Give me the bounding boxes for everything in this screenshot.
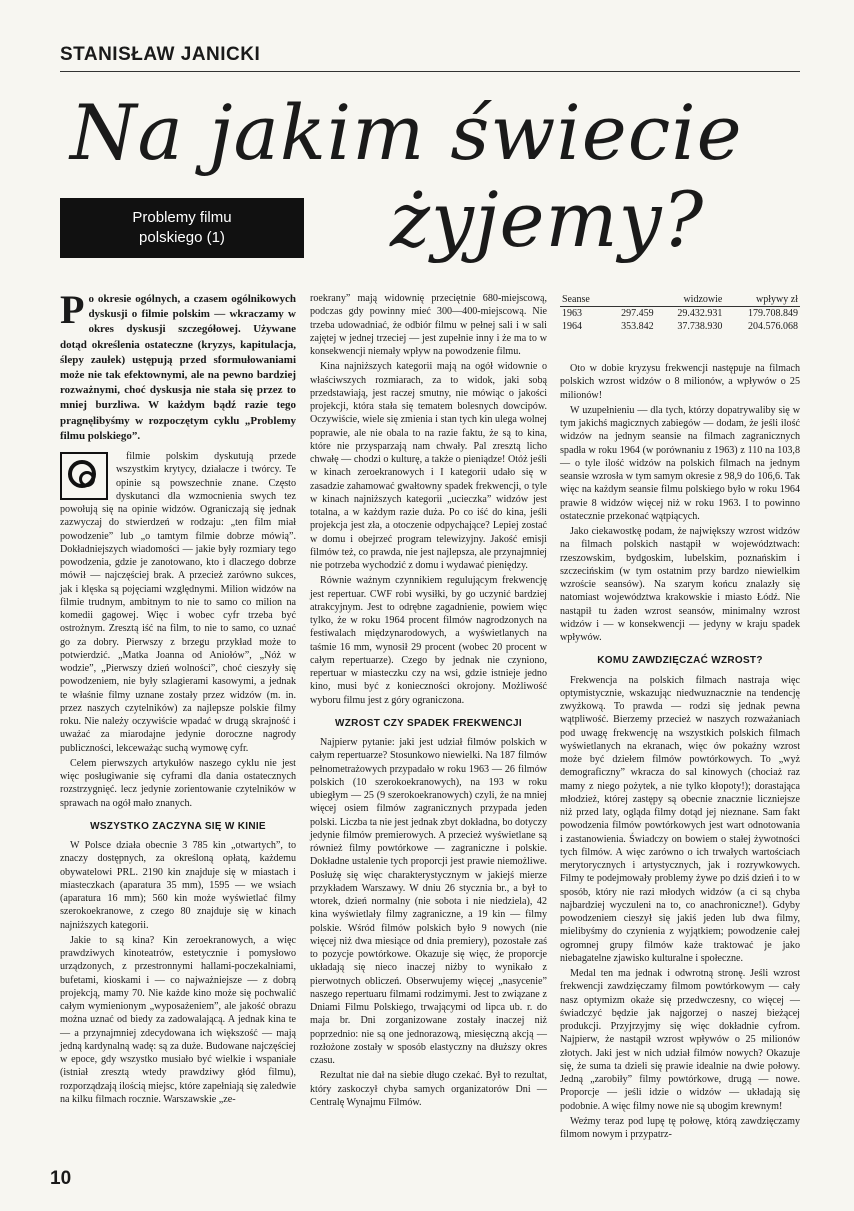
body-paragraph: Najpierw pytanie: jaki jest udział filmów polskich w całym repertuarze? Stosunkowo niewielki. Na 187 filmów pełnometrażowych przypadało w roku 1963 — 26 filmów polskich (10 szerokoekranowych), na 193 w roku ubiegłym — 25 (9 szerokoekranowych) czyli, że na mniej więcej osiem filmów zagranicznych przypada jeden polski. Liczba ta nie jest jednak zbyt dokładna, bo dotyczy jedynie filmów premierowych. A przecież wyświetlane są również filmy powtórkowe — zagraniczne i polskie. Dokładne ustalenie tych proporcji jest prawie niemożliwe. Posłużę się więc charakterystycznym w jakiejś mierze przykładem Warszawy. W dniu 26 stycznia br., a był to wtorek, dzień normalny (nie sobota i nie niedziela), 42 kina wyświetlały filmy zagraniczne, a 19 kin — filmy polskie. Wśród filmów polskich było 9 nowych (nie więcej niż dwa miesiące od dnia premiery), pozostałe zaś to pozycje powtórkowe. Okazuje się więc, że proporcje układają się nieco inaczej niżby to wynikało z pierwotnych obliczeń. Obserwujemy więcej „nasycenie” naszego repertuaru filmami rodzimymi. Jest to związane z Dniami Filmu Polskiego, trwającymi od lipca ub. r. do maja br. Dni zorganizowane zostały inaczej niż poprzednio: nie są one jednorazową, miesięczną akcją — rozłożone zostały w sposób elastyczny na dłuższy okres czasu. [310, 737, 547, 1066]
top-rule [60, 71, 800, 72]
table-cell: 29.432.931 [677, 308, 723, 319]
body-paragraph: Jakie to są kina? Kin zeroekranowych, a więc prawdziwych kinoteatrów, estetycznie i pomysłowo urządzonych, z przestronnymi hallami-poczekalniami, bufetami, kioskami i — co najważniejsze — z dobrą projekcją, mamy 70. Nie każde kino może się pochwalić całym wymienionym „wyposażeniem”, ale jakość obrazu można uznać od biedy za zadowalającą. A jednak kina te — a przynajmniej zdecydowana ich większość — mają jedną kardynalną wadę: są za duże. Budowane najczęściej w epoce, gdy wszystko musiało być wielkie i wspaniałe (istniał zresztą wtedy prawdziwy głód filmu), rozporządzają ilością miejsc, które zapełniają się zaledwie na kilku filmach rocznie. Warszawskie „ze- [60, 934, 296, 1105]
table-header-cell: wpływy zł [724, 293, 800, 307]
table-cell: 1963 [562, 308, 582, 319]
table-cell: 37.738.930 [677, 321, 723, 332]
body-paragraph: Celem pierwszych artykułów naszego cyklu nie jest więc posługiwanie się cyframi dla dania ostatecznych rozstrzygnięć. lecz jedynie zorientowanie czytelników w sprawach na ogół mało znanych. [60, 757, 296, 809]
table-cell: 353.842 [621, 321, 654, 332]
table-header-cell: Seanse [560, 293, 605, 307]
body-paragraph: Rezultat nie dał na siebie długo czekać. Był to rezultat, który zaskoczył chyba samych organizatorów Dni — Centralę Wynajmu Filmów. [310, 1070, 547, 1108]
column-3 [560, 362, 800, 1143]
body-text: filmie polskim dyskutują przede wszystkim krytycy, działacze i twórcy. Te opinie są powszechnie znane. Często dyskutanci dla wzmocnienia swych tez powołują się na opinie widzów. Ograniczają się jednak zazwyczaj do stwierdzeń w rodzaju: „ten film miał powodzenie” lub „o tamtym filmie dobrze mówią”. Dokładniejszych wiadomości — jakie były rozmiary tego powodzenia, gdzie je zanotowano, kto i dlaczego dobrze mówił — najczęściej brak. A przecież zarówno sukces, jak i klęska są pojęciami względnymi. Milion widzów na filmie trudnym, ambitnym to nie to samo co milion na komedii gagowej. Więc i wobec cyfr trzeba być ostrożnym. Zresztą iść na film, to nie to samo, co uznać go za dobry. Pierwszy z brzegu przykład może to potwierdzić. „Matka Joanna od Aniołów”, „Nóż w wodzie”, „Pierwszy dzień wolności”, choć cieszyły się powodzeniem, nie były szlagierami kasowymi, a jednak te właśnie filmy uznane zostały przez widzów (m. in. przez naszych czytelników) za najlepsze polskie filmy roku. Nie należy oczywiście wpadać w drugą skrajność i uważać za miarodajne jedynie doroczne nagrody publiczności, lekceważąc suchą wymowę cyfr. [60, 451, 296, 754]
body-paragraph: Równie ważnym czynnikiem regulującym frekwencję jest repertuar. CWF robi wysiłki, by go uczynić bardziej atrakcyjnym. Jest to odrębne zagadnienie, powiem więc tylko, że w roku 1964 procent filmów nagrodzonych na festiwalach międzynarodowych, a wyświetlanych na taśmie 16 mm, wynosił 29 procent (wobec 20 procent w całym repertuarze). Czego by jednak nie czyniono, repertuar w miasteczku czy na wsi, gdzie istnieje jedno kino, musi być z konieczności okrojony. Możliwość wyboru filmu jest z góry ograniczona. [310, 575, 547, 706]
body-paragraph: Oto w dobie kryzysu frekwencji następuje na filmach polskich wzrost widzów o 8 milionów, a wpływów o 25 milionów! [560, 363, 800, 401]
column-1 [60, 287, 296, 1108]
series-label-line-2: polskiego (1) [139, 229, 225, 246]
section-heading: WSZYSTKO ZACZYNA SIĘ W KINIE [90, 820, 266, 832]
body-paragraph: Weźmy teraz pod lupę tę połowę, którą zawdzięczamy filmom nowym i przypatrz- [560, 1115, 800, 1140]
table-cell: 1964 [562, 321, 582, 332]
body-paragraph: Medal ten ma jednak i odwrotną stronę. Jeśli wzrost frekwencji zawdzięczamy filmom powtórkowym — cały nasz optymizm okaże się przedwczesny, co więcej — świadczyć będzie jak najgorzej o naszej bieżącej produkcji. Przyjrzyjmy się więc dokładnie cyfrom. Najpierw, że nastąpił wzrost wpływów o 25 milionów złotych. Jaki jest w nich udział filmów nowych? Okazuje się, że suma ta dzieli się prawie idealnie na dwie połowy. Jedną „zarobiły” filmy powtórkowe, drugą — nowe. Proporcje — jeśli idzie o widzów — układają się podobnie. A więc filmy nowe nie są ubogim krewnym! [560, 968, 800, 1112]
table-header-cell [605, 293, 656, 307]
lead-text: o okresie ogólnych, a czasem ogólnikowych dyskusji o filmie polskim — wkraczamy w okres dyskusji szczegółowej. Używane dotąd określenia ostateczne (kryzys, kapitulacja, ślepy zaułek) ustępują przed sformułowaniami może nie tak efektownymi, ale na pewno bardziej rozważnymi, choć dyskusja nie stała się przez to mniej burzliwa. W każdym bądź razie tego pragnęlibyśmy w rozpoczętym cyklu „Problemy filmu polskiego”. [60, 293, 296, 442]
section-heading: KOMU ZAWDZIĘCZAĆ WZROST? [597, 655, 763, 667]
body-paragraph: Kina najniższych kategorii mają na ogół widownie o właściwszych rozmiarach, za to widok, jaki sobą przedstawiają, jest raczej smutny, nie mówiąc o jakości projekcji, która stała się tematem bolesnych dowcipów. Oczywiście, wiele się zmienia i stan tych kin ulega wolnej poprawie, ale nie obala to na razie faktu, że są to kina, które nie przysparzają nam chwały. Pal zresztą licho chwałę — chodzi o kulturę, a także o pieniądze! Otóż jeśli w kinach zeroekranowych i I kategorii udało się w zasadzie zahamować gwałtowny spadek frekwencji, o tyle w kinach najniższych kategorii „ucieczka” widzów jest totalna, a w każdym razie duża. Po co iść do kina, jeśli projekcja jest zła, a otoczenie odpychające? Lepiej zostać w domu i obejrzeć program telewizyjny. Jakość emisji filmów też, co prawda, nie jest najlepsza, ale przynajmniej nie potrzeba wychodzić z domu i wydawać pieniędzy. [310, 361, 547, 571]
film-reel-icon [60, 452, 108, 500]
table-cell: 179.708.849 [748, 308, 798, 319]
body-paragraph: Frekwencja na polskich filmach nastraja więc optymistycznie, wskazując niedwuznacznie na tendencję zwyżkową. To prawda — rodzi się jednak pewna wątpliwość. Bierzemy przecież w naszych rozważaniach pod uwagę frekwencję na wszystkich polskich filmach wyświetlanych na ekranach, więc ów pokaźny wzrost może być dziełem filmów powtórkowych. To „wyż demograficzny” wkracza do sal kinowych (chociaż raz mamy z niego pożytek, a nie tylko kłopoty!); dorastająca młodzież, której zastępy są obecnie znacznie liczniejsze niż przed laty, ogląda filmy dotąd jej nieznane. Sam fakt powodzenia filmów powtórkowych jest wart odnotowania i zastanowienia. Świadczy on bowiem o stałej żywotności tych filmów. A więc zarówno o ich trwałych wartościach merytorycznych i artystycznych, jak i rozrywkowych. Filmy te podejmowały problemy żywe po dziś dzień i to w sposób, który nie razi młodych widzów (a ci są chyba najbardziej wyczuleni na to, co anachroniczne!). Gdyby powodzeniem cieszył się jakiś jeden lub dwa filmy, mielibyśmy do czynienia z wyjątkiem; powodzenie całej ogromnej grupy filmów każe traktować je jako niebagatelne zjawisko kulturalne i społeczne. [560, 674, 800, 964]
table-cell: 204.576.068 [748, 321, 798, 332]
series-label-line-1: Problemy filmu [132, 209, 232, 226]
column-2 [310, 292, 547, 1111]
series-label-box [60, 198, 304, 258]
author-name: STANISŁAW JANICKI [60, 44, 261, 65]
table-row [560, 307, 800, 321]
table-row [560, 320, 800, 333]
drop-cap: P [60, 287, 85, 332]
lead-paragraph [60, 287, 296, 444]
table-header-row [560, 293, 800, 307]
body-paragraph: roekrany” mają widownię przeciętnie 680-miejscową, podczas gdy powinny mieć 300—400-miejscową. Nie trzeba udowadniać, że odbiór filmu w pełnej sali i w sali zajętej w jednej trzeciej — jest zupełnie inny i że ma to w konsekwencji niemały wpływ na powodzenie filmu. [310, 293, 547, 357]
section-heading: WZROST CZY SPADEK FREKWENCJI [335, 717, 522, 729]
body-paragraph: Jako ciekawostkę podam, że największy wzrost widzów na filmach polskich nastąpił w województwach: rzeszowskim, bydgoskim, lubelskim, poznańskim i szczecińskim (w tym ostatnim przy bardzo niewielkim wzroście seansów). Na szarym końcu znalazły się natomiast województwa krakowskie i miasto Łódź. Nie nastąpił tu żaden wzrost seansów, minimalny wzrost widzów i — w konsekwencji — jedyny w kraju spadek wpływów. [560, 526, 800, 643]
table-cell: 297.459 [621, 308, 654, 319]
body-paragraph: W uzupełnieniu — dla tych, którzy dopatrywaliby się w tym jakichś magicznych zabiegów — dodam, że jeśli ilość widzów na jednym seansie na filmach zagranicznych spadła w roku 1964 (w porównaniu z 1963) z 110 na 103,8 — o tyle ilość widzów na polskich filmach na jednym seansie wzrosła w tym samym okresie z 98,9 do 106,6. Tak więc na każdym seansie filmu polskiego było w roku 1964 prawie 8 widzów więcej niż w roku 1963. I to powinno ostatecznie przekonać wątpiących. [560, 404, 800, 522]
article-title-line-2: żyjemy? [390, 175, 705, 264]
page-number: 10 [50, 1168, 72, 1189]
statistics-table [560, 293, 800, 333]
body-paragraph [60, 450, 296, 755]
body-paragraph: W Polsce działa obecnie 3 785 kin „otwartych”, to znaczy dostępnych, za określoną opłatą, każdemu obywatelowi PRL. 2190 kin znajduje się w miastach i miasteczkach (aparatura 35 mm), 1595 — we wsiach (aparatura 16 mm); 560 kin może wyświetlać filmy szerokoekranowe, z czego 80 znajduje się w kinach najniższych kategorii. [60, 840, 296, 931]
article-title-line-1: Na jakim świecie [70, 88, 743, 177]
table-header-cell: widzowie [656, 293, 725, 307]
